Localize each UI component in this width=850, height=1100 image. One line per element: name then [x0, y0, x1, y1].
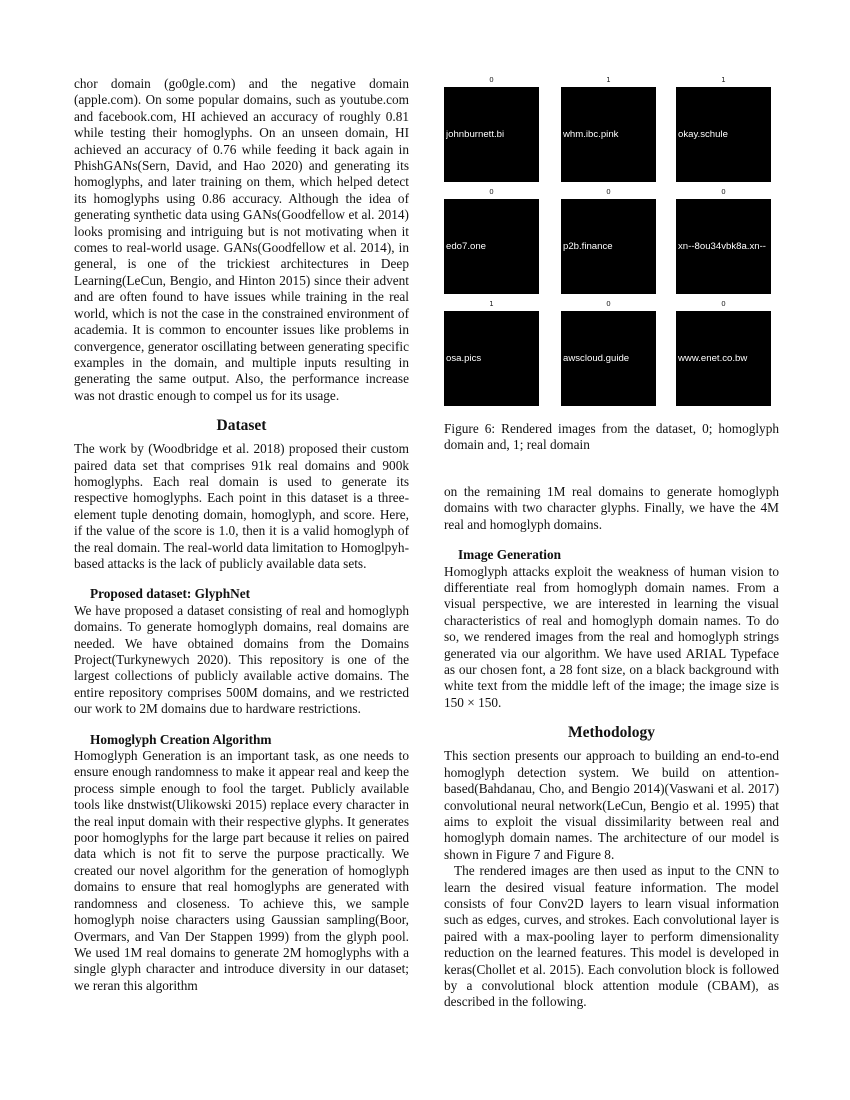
domain-text: awscloud.guide: [563, 353, 630, 364]
rendered-domain-image: [561, 199, 656, 294]
rendered-domain-image: [444, 87, 539, 182]
rendered-domain-image: [676, 311, 771, 406]
paragraph-image-generation: Homoglyph attacks exploit the weakness of human vision to differentiate real from homoglyph domain names. From a visual perspective, we are interested in learning the visual characteristics of real and homoglyph domain names. To do so, we rendered images from the real and homoglyph strings generated via our algorithm. We have used ARIAL Typeface as our chosen font, a 28 font size, on a black background with white text from the middle left of the image; the image size is 150 × 150.: [444, 563, 779, 710]
cell-score: 0: [489, 76, 494, 84]
figure-6-image-grid: [444, 76, 779, 411]
domain-text: johnburnett.bi: [446, 129, 505, 140]
paragraph-cnn: The rendered images are then used as input to the CNN to learn the desired visual feature information. The model consists of four Conv2D layers to learn visual information such as edges, curves, and strokes. Each convolutional layer is paired with a max-pooling layer to perform dimensionality reduction on the learned features. This model is developed in keras(Chollet et al. 2015). Each convolution block is followed by a convolutional block attention module (CBAM), as described in the following.: [444, 863, 779, 1010]
subsection-heading-image-generation: Image Generation: [458, 547, 562, 563]
cell-score: 1: [721, 76, 726, 84]
rendered-domain-image: [561, 311, 656, 406]
figure-cell: [561, 188, 656, 294]
domain-text: whm.ibc.pink: [563, 129, 619, 140]
paragraph-methodology: This section presents our approach to building an end-to-end homoglyph detection system. We build on attention-based(Bahdanau, Cho, and Bengio 2014)(Vaswani et al. 2017) convolutional neural network(LeCun, Bengio et al. 1995) that aims to exploit the visual dissimilarity between real and homoglyph domain names. The architecture of our model is shown in Figure 7 and Figure 8.: [444, 748, 779, 862]
cell-score: 0: [721, 300, 726, 308]
domain-text: www.enet.co.bw: [678, 353, 748, 364]
right-column: [444, 484, 779, 1011]
rendered-domain-image: [676, 199, 771, 294]
subsection-heading-glyphnet: Proposed dataset: GlyphNet: [90, 586, 251, 602]
figure-cell: [561, 76, 656, 182]
figure-caption: Figure 6: Rendered images from the dataset, 0; homoglyph domain and, 1; real domain: [444, 421, 779, 453]
rendered-domain-image: [444, 311, 539, 406]
figure-cell: [676, 300, 771, 406]
left-column: [74, 76, 409, 994]
cell-score: 0: [489, 188, 494, 196]
rendered-domain-image: [561, 87, 656, 182]
domain-text: okay.schule: [678, 129, 728, 140]
cell-score: 0: [721, 188, 726, 196]
figure-cell: [444, 300, 539, 406]
domain-text: edo7.one: [446, 241, 487, 252]
rendered-domain-image: [676, 87, 771, 182]
rendered-domain-image: [444, 199, 539, 294]
figure-cell: [444, 188, 539, 294]
section-heading-methodology: Methodology: [568, 724, 655, 742]
figure-cell: [561, 300, 656, 406]
cell-score: 1: [489, 300, 494, 308]
paragraph-continuation: chor domain (go0gle.com) and the negative domain (apple.com). On some popular domains, such as youtube.com and facebook.com, HI achieved an accuracy of roughly 0.81 while testing their homoglyphs. On an unseen domain, HI achieved an accuracy of 0.76 while feeding it back again in PhishGANs(Sern, David, and Hao 2020) and generating its homoglyphs, and later training on them, which helped detect its homoglyphs using 0.86 accuracy. Although the idea of generating synthetic data using GANs(Goodfellow et al. 2014) looks promising and intriguing but is not motivating when it comes to real-world usage. GANs(Goodfellow et al. 2014), in general, is one of the trickiest architectures in Deep Learning(LeCun, Bengio, and Hinton 2015) since their advent and are often found to have issues while training in the real world, which is not the case in the constrained environment of academia. It is common to encounter issues like problems in convergence, generator oscillating between generating specific examples in the domain, and multiple inputs resulting in generating the same output. Also, the performance increase was not drastic enough to compel us for its usage.: [74, 76, 409, 403]
paragraph-algorithm: Homoglyph Generation is an important task, as one needs to ensure enough randomness to make it appear real and keep the process simple enough to fool the target. Publicly available tools like dnstwist(Ulikowski 2015) replace every character in the real input domain with their respective glyphs. It generates poor homoglyphs for the large part because it relies on paired data which is not fit to serve the purpose practically. We created our novel algorithm for the generation of homoglyph domains to ensure that real homoglyphs are generated with randomness and closeness. To achieve this, we sample homoglyph noise characters using Gaussian sampling(Boor, Overmars, and Van Der Stappen 1999) from the glyph pool. We used 1M real domains to generate 2M homoglyphs with a single glyph character and introduce diversity in our dataset; we reran this algorithm: [74, 748, 409, 993]
paragraph-dataset: The work by (Woodbridge et al. 2018) proposed their custom paired data set that comprises 91k real domains and 900k homoglyphs. Each real domain is used to generate its respective homoglyphs. Each point in this dataset is a three-element tuple denoting domain, homoglyph, and score. Here, if the value of the score is 1.0, then it is a valid homoglyph of the real domain. The real-world data limitation to Homoglpyh-based attacks is the lack of publicly available data sets.: [74, 441, 409, 571]
section-heading-dataset: Dataset: [216, 417, 267, 435]
figure-cell: [444, 76, 539, 182]
cell-score: 0: [606, 300, 611, 308]
paragraph-continuation-right: on the remaining 1M real domains to generate homoglyph domains with two character glyphs. Finally, we have the 4M real and homoglyph domains.: [444, 484, 779, 532]
subsection-heading-algorithm: Homoglyph Creation Algorithm: [90, 731, 272, 747]
paragraph-glyphnet: We have proposed a dataset consisting of real and homoglyph domains. To generate homoglyph domains, real domains are needed. We have obtained domains from the Domains Project(Turkynewych 2020). This repository is one of the largest collections of publicly available active domains. The entire repository comprises 500M domains, and we restricted our work to 2M domains due to hardware restrictions.: [74, 602, 409, 717]
cell-score: 1: [606, 76, 611, 84]
domain-text: xn--8ou34vbk8a.xn--: [678, 241, 766, 252]
domain-text: osa.pics: [446, 353, 482, 364]
domain-text: p2b.finance: [563, 241, 613, 252]
figure-cell: [676, 188, 771, 294]
cell-score: 0: [606, 188, 611, 196]
figure-cell: [676, 76, 771, 182]
